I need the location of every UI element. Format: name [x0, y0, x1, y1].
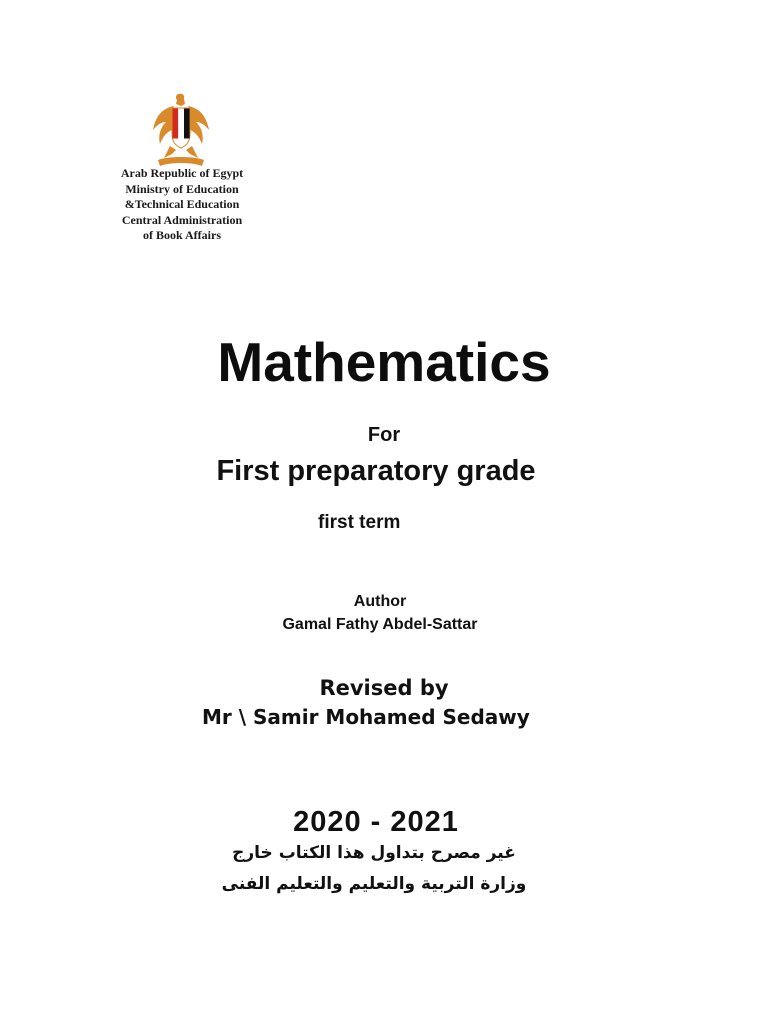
author-label: Author: [353, 593, 407, 610]
grade-label: First preparatory grade: [216, 455, 536, 487]
for-label: For: [367, 424, 401, 446]
distribution-notice-line: غير مصرح بتداول هذا الكتاب خارج: [232, 843, 516, 863]
reviser-name: Mr \ Samir Mohamed Sedawy: [202, 705, 530, 729]
ministry-line: &Technical Education: [124, 197, 240, 211]
academic-year: 2020 - 2021: [293, 806, 459, 838]
ministry-line: Ministry of Education: [125, 181, 239, 196]
term-label: first term: [318, 512, 401, 533]
revised-by-label: Revised by: [319, 676, 449, 700]
eagle-emblem-icon: [150, 90, 212, 170]
ministry-line: Central Administration: [121, 212, 243, 227]
ministry-line: of Book Affairs: [143, 228, 221, 242]
ministry-header: [100, 166, 264, 244]
distribution-notice-line: وزارة التربية والتعليم والتعليم الفنى: [221, 874, 527, 894]
ministry-line: Arab Republic of Egypt: [120, 166, 244, 180]
author-name: Gamal Fathy Abdel-Sattar: [282, 616, 478, 633]
book-title: Mathematics: [217, 331, 551, 393]
